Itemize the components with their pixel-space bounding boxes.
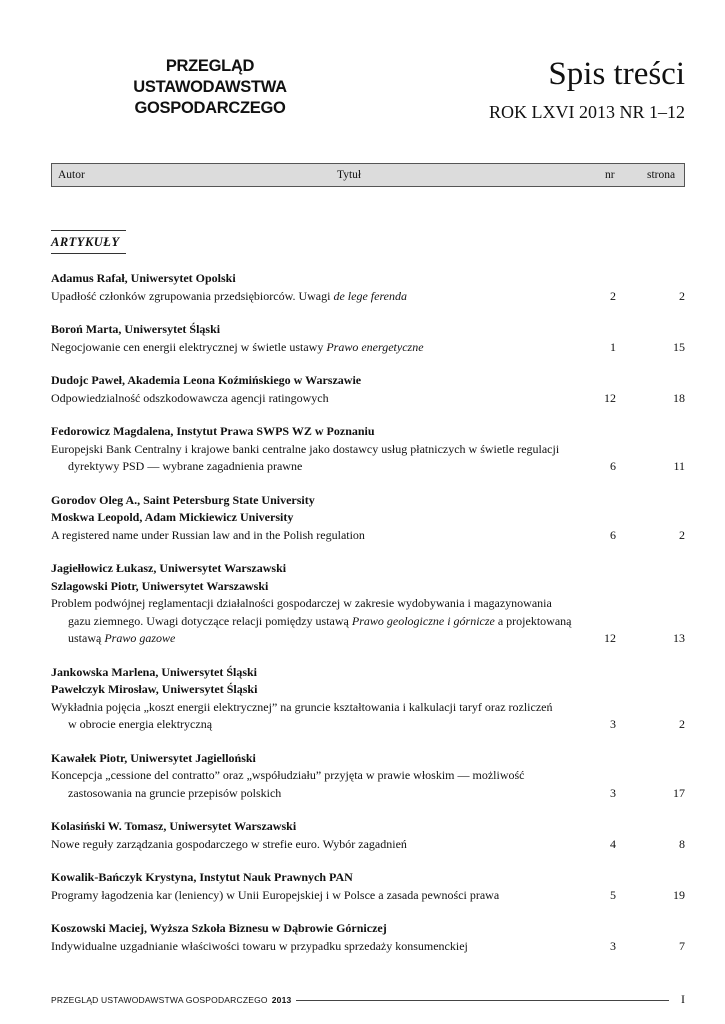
entry-issue-number: 2	[610, 288, 616, 303]
entry-author: Fedorowicz Magdalena, Instytut Prawa SWPS WZ w Poznaniu	[51, 424, 375, 438]
entry-issue-number: 6	[610, 459, 616, 473]
entry-title-italic: Prawo energetyczne	[326, 339, 424, 354]
entry-title-text: Upadłość członków zgrupowania przedsiębiorców. Uwagi	[51, 288, 334, 303]
toc-entry	[51, 920, 685, 955]
entry-issue-number: 4	[610, 836, 616, 851]
entry-author: Kowalik-Bańczyk Krystyna, Instytut Nauk Prawnych PAN	[51, 870, 353, 884]
footer-year: 2013	[271, 995, 292, 1005]
footer-rule	[296, 1000, 669, 1001]
entry-title-text: dyrektywy PSD — wybrane zagadnienia prawne	[68, 459, 303, 473]
entry-title-text: gazu ziemnego. Uwagi dotyczące relacji pomiędzy ustawą	[68, 613, 352, 628]
entry-title-line	[51, 767, 589, 785]
entry-title-row	[51, 699, 685, 734]
entry-title-text: Wykładnia pojęcia „koszt energii elektrycznej” na gruncie kształtowania i kalkulacji taryf oraz rozliczeń	[51, 699, 553, 714]
toc-entry	[51, 818, 685, 853]
toc-entry	[51, 372, 685, 407]
toc-entry	[51, 492, 685, 545]
entry-page-number: 19	[673, 887, 685, 902]
entry-page-number: 2	[679, 527, 685, 542]
entry-author: Boroń Marta, Uniwersytet Śląski	[51, 322, 221, 336]
entry-issue-number: 5	[610, 887, 616, 902]
page-footer	[51, 992, 685, 1009]
entry-title-line	[51, 339, 589, 357]
toc-entry	[51, 270, 685, 305]
entry-title	[51, 288, 589, 306]
entry-title-row	[51, 938, 685, 956]
logo-line-1: PRZEGLĄD	[165, 57, 255, 75]
logo-line-3: GOSPODARCZEGO	[134, 99, 286, 117]
toc-entry	[51, 423, 685, 476]
entry-title-italic: Prawo gazowe	[104, 631, 176, 645]
footer-journal-name: PRZEGLĄD USTAWODAWSTWA GOSPODARCZEGO	[51, 995, 268, 1005]
entry-title-line	[51, 630, 589, 648]
entry-page-number: 17	[673, 785, 685, 800]
entry-author: Jankowska Marlena, Uniwersytet Śląski	[51, 664, 258, 679]
entry-title-line	[51, 595, 589, 613]
entry-page-number: 7	[679, 938, 685, 953]
toc-entry	[51, 750, 685, 803]
entry-page-number: 18	[673, 390, 685, 405]
entry-title	[51, 390, 589, 408]
entry-title-line	[51, 836, 589, 854]
entry-page-number: 13	[673, 631, 685, 645]
entry-title	[51, 595, 589, 648]
entry-title-line	[51, 785, 589, 803]
column-nr: nr	[605, 169, 615, 181]
entry-title-line	[51, 288, 589, 306]
entry-author: Kawałek Piotr, Uniwersytet Jagielloński	[51, 750, 256, 765]
entry-author: Szlagowski Piotr, Uniwersytet Warszawski	[51, 578, 269, 593]
entry-title-text: Koncepcja „cessione del contratto” oraz „współudziału” przyjęta w prawie włoskim — możliwość	[51, 768, 525, 782]
entry-title	[51, 938, 589, 956]
entry-title-line	[51, 887, 589, 905]
entry-page-number: 2	[679, 717, 685, 731]
entry-title	[51, 887, 589, 905]
entry-title-line	[51, 613, 589, 631]
entry-author: Koszowski Maciej, Wyższa Szkoła Biznesu w Dąbrowie Górniczej	[51, 921, 387, 935]
entry-page-number: 8	[679, 836, 685, 851]
entry-title-text: Problem podwójnej reglamentacji działalności gospodarczej w zakresie wydobywania i magazynowania	[51, 596, 552, 610]
entry-title	[51, 441, 589, 476]
entry-title-line	[51, 458, 589, 476]
entry-title-line	[51, 527, 589, 545]
entry-issue-number: 3	[610, 938, 616, 953]
entry-author: Kolasiński W. Tomasz, Uniwersytet Warszawski	[51, 819, 297, 833]
entry-page-number: 2	[679, 288, 685, 303]
volume-info: ROK LXVI 2013 NR 1–12	[489, 102, 685, 122]
entry-title-row	[51, 767, 685, 802]
page-title: Spis treści	[548, 56, 685, 92]
entry-title-text: Programy łagodzenia kar (leniency) w Unii Europejskiej i w Polsce a zasada pewności prawa	[51, 887, 500, 902]
toc-entry	[51, 321, 685, 356]
entry-title-text: Negocjowanie cen energii elektrycznej w świetle ustawy	[51, 339, 327, 354]
entry-issue-number: 12	[604, 390, 616, 405]
entry-title-text: Nowe reguły zarządzania gospodarczego w strefie euro. Wybór zagadnień	[51, 836, 407, 851]
entry-title-row	[51, 527, 685, 545]
entry-title	[51, 836, 589, 854]
entry-title-text: zastosowania na gruncie przepisów polskich	[68, 785, 282, 800]
entry-title-text: Indywidualne uzgadnianie właściwości towaru w przypadku sprzedaży konsumenckiej	[51, 938, 468, 953]
entry-issue-number: 6	[610, 527, 616, 542]
entry-title-text: A registered name under Russian law and in the Polish regulation	[51, 527, 365, 542]
entry-author: Moskwa Leopold, Adam Mickiewicz University	[51, 510, 294, 524]
column-page: strona	[647, 169, 676, 181]
entry-title-text: Odpowiedzialność odszkodowawcza agencji ratingowych	[51, 390, 329, 405]
column-header-bar	[51, 163, 685, 187]
toc-entries	[51, 270, 685, 971]
entry-issue-number: 1	[610, 339, 616, 354]
toc-entry	[51, 869, 685, 904]
entry-title	[51, 767, 589, 802]
entry-author: Adamus Rafał, Uniwersytet Opolski	[51, 271, 236, 285]
column-title: Tytuł	[337, 169, 362, 181]
entry-title	[51, 527, 589, 545]
entry-title-text: a projektowaną	[494, 613, 572, 628]
entry-title-line	[51, 716, 589, 734]
entry-title-text: Europejski Bank Centralny i krajowe banki centralne jako dostawcy usług płatniczych w świetle regulacji	[51, 441, 560, 456]
entry-issue-number: 3	[610, 785, 616, 800]
entry-title-row	[51, 288, 685, 306]
footer-page-number: I	[681, 992, 685, 1006]
journal-logo	[110, 56, 310, 119]
section-rule-bottom	[51, 253, 126, 254]
entry-page-number: 15	[673, 339, 685, 354]
entry-author: Pawełczyk Mirosław, Uniwersytet Śląski	[51, 682, 258, 696]
toc-entry	[51, 664, 685, 734]
toc-entry	[51, 560, 685, 648]
entry-author: Jagiełłowicz Łukasz, Uniwersytet Warszawski	[51, 561, 287, 575]
entry-title-row	[51, 390, 685, 408]
entry-title-row	[51, 441, 685, 476]
entry-title-line	[51, 441, 589, 459]
logo-line-2: USTAWODAWSTWA	[133, 78, 287, 96]
entry-title-italic: de lege ferenda	[333, 288, 407, 303]
entry-title	[51, 699, 589, 734]
entry-issue-number: 12	[604, 631, 616, 645]
entry-title-line	[51, 699, 589, 717]
entry-issue-number: 3	[610, 717, 616, 731]
entry-title-text: ustawą	[68, 631, 105, 645]
entry-author: Gorodov Oleg A., Saint Petersburg State University	[51, 492, 315, 507]
section-title: ARTYKUŁY	[51, 235, 120, 249]
entry-title-italic: Prawo geologiczne i górnicze	[351, 613, 495, 628]
footer-journal	[51, 995, 291, 1005]
entry-title-line	[51, 390, 589, 408]
entry-title-row	[51, 887, 685, 905]
entry-title-line	[51, 938, 589, 956]
entry-title	[51, 339, 589, 357]
entry-author: Dudojc Paweł, Akademia Leona Koźmińskiego w Warszawie	[51, 373, 362, 387]
entry-page-number: 11	[673, 459, 685, 473]
entry-title-row	[51, 339, 685, 357]
section-rule-top	[51, 230, 126, 231]
column-author: Autor	[58, 169, 85, 181]
entry-title-row	[51, 836, 685, 854]
entry-title-row	[51, 595, 685, 648]
entry-title-text: w obrocie energia elektryczną	[68, 717, 213, 731]
